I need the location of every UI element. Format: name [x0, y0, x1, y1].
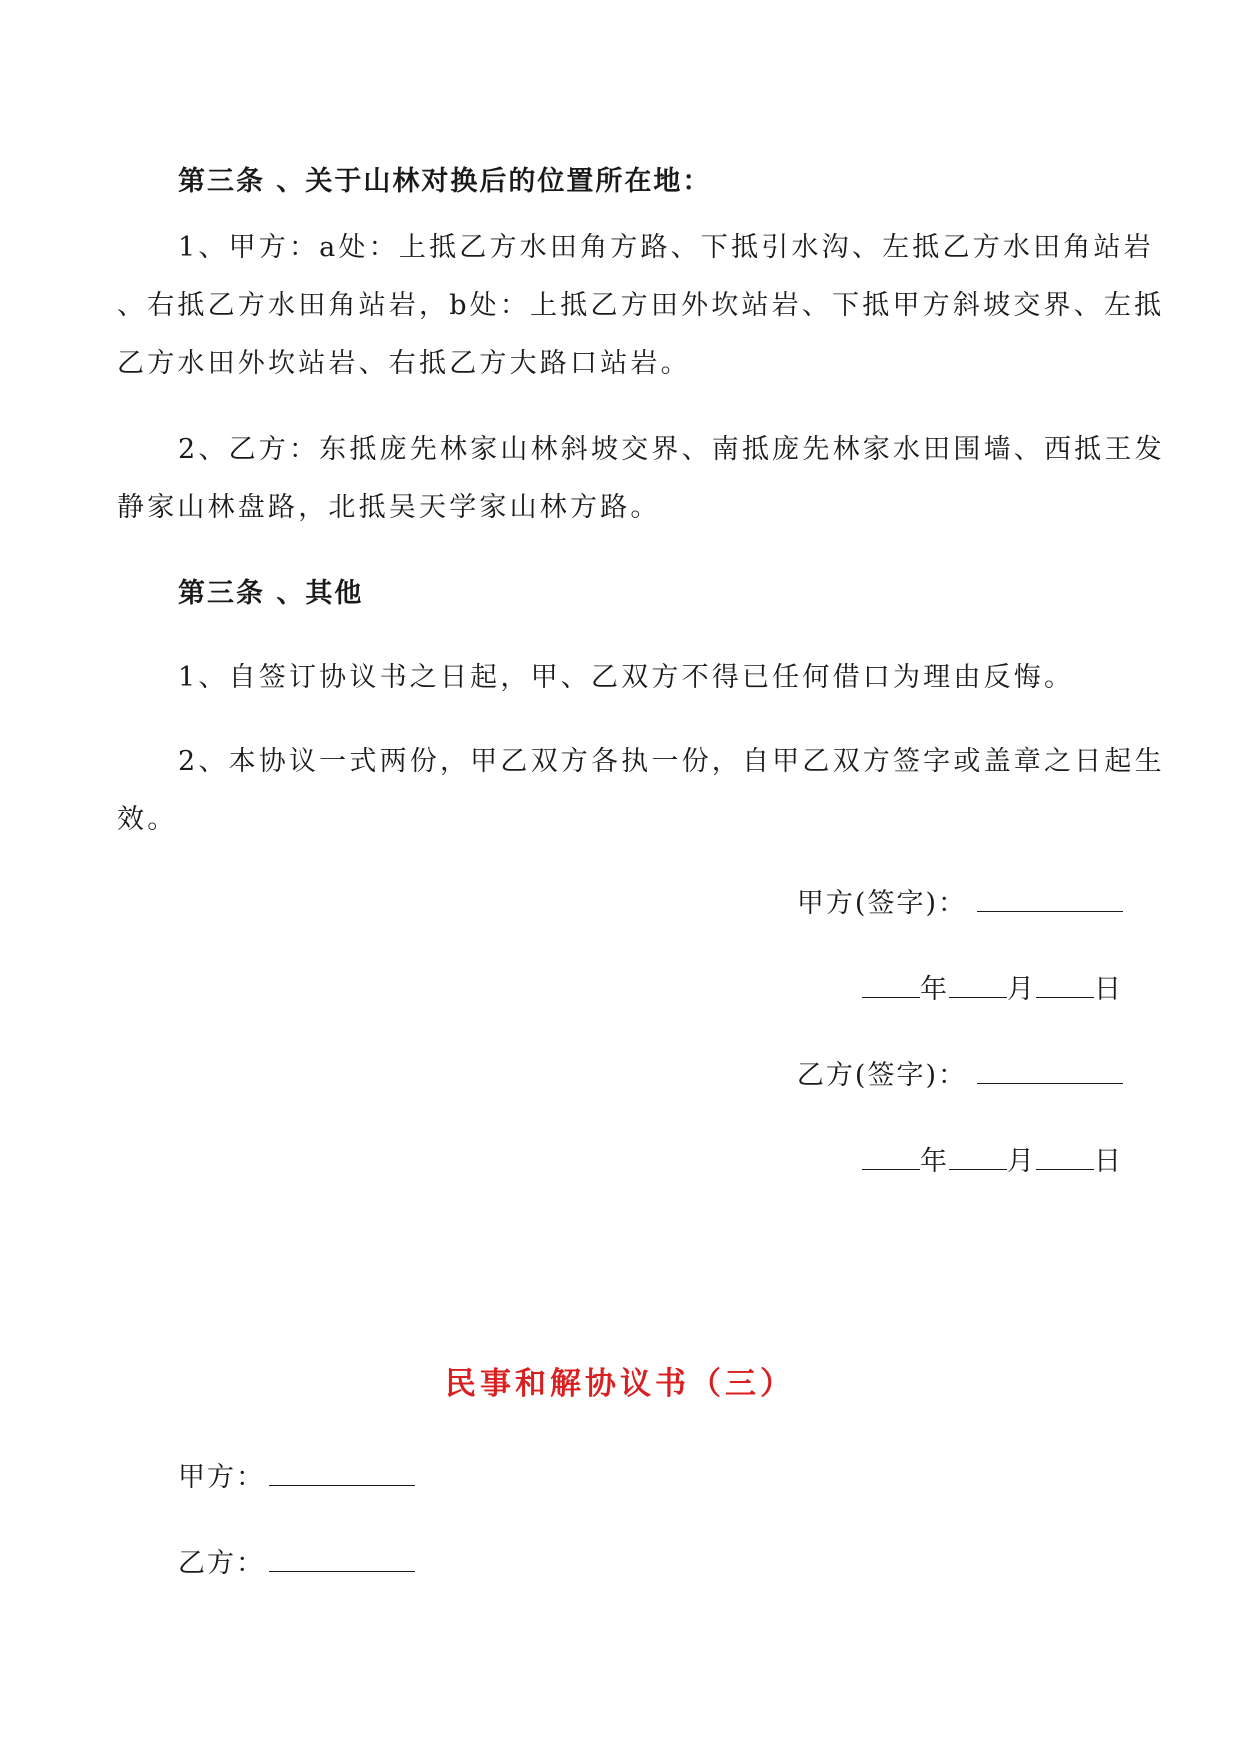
party-b-signature — [797, 1058, 1123, 1094]
next-party-b-blank[interactable] — [269, 1547, 415, 1572]
paragraph-line: 2、乙方：东抵庞先林家山林斜坡交界、南抵庞先林家水田围墙、西抵王发 — [178, 434, 1165, 465]
next-party-a — [178, 1460, 415, 1496]
next-party-b — [178, 1546, 415, 1582]
party-a-signature-label: 甲方(签字)： — [796, 888, 967, 919]
party-a-signature — [797, 886, 1123, 922]
next-party-a-label: 甲方： — [178, 1462, 265, 1493]
year-label: 年 — [920, 1146, 949, 1177]
party-b-signature-label: 乙方(签字)： — [796, 1060, 967, 1091]
article-heading-location: 第三条 、关于山林对换后的位置所在地： — [178, 166, 712, 197]
party-a-date — [862, 972, 1123, 1008]
paragraph-line: 1、甲方：a处：上抵乙方水田角方路、下抵引水沟、左抵乙方水田角站岩 — [178, 232, 1154, 263]
party-a-signature-blank[interactable] — [977, 887, 1123, 912]
paragraph-line: 2、本协议一式两份，甲乙双方各执一份，自甲乙双方签字或盖章之日起生 — [178, 746, 1165, 777]
month-label: 月 — [1007, 974, 1036, 1005]
month-blank[interactable] — [949, 973, 1007, 998]
next-party-b-label: 乙方： — [178, 1548, 265, 1579]
party-b-date — [862, 1144, 1123, 1180]
year-blank[interactable] — [862, 1145, 920, 1170]
paragraph-line: 1、自签订协议书之日起，甲、乙双方不得已任何借口为理由反悔。 — [178, 662, 1075, 693]
month-label: 月 — [1007, 1146, 1036, 1177]
day-blank[interactable] — [1036, 1145, 1094, 1170]
next-document-title: 民事和解协议书（三） — [445, 1366, 795, 1402]
article-heading-other: 第三条 、其他 — [178, 578, 364, 609]
paragraph-line: 乙方水田外坎站岩、右抵乙方大路口站岩。 — [117, 348, 691, 379]
day-label: 日 — [1094, 974, 1123, 1005]
paragraph-line: 效。 — [117, 804, 178, 835]
paragraph-line: 、右抵乙方水田角站岩，b处：上抵乙方田外坎站岩、下抵甲方斜坡交界、左抵 — [117, 290, 1165, 321]
year-label: 年 — [920, 974, 949, 1005]
party-b-signature-blank[interactable] — [977, 1059, 1123, 1084]
month-blank[interactable] — [949, 1145, 1007, 1170]
next-party-a-blank[interactable] — [269, 1461, 415, 1486]
year-blank[interactable] — [862, 973, 920, 998]
day-label: 日 — [1094, 1146, 1123, 1177]
paragraph-line: 静家山林盘路，北抵吴天学家山林方路。 — [117, 492, 661, 523]
day-blank[interactable] — [1036, 973, 1094, 998]
